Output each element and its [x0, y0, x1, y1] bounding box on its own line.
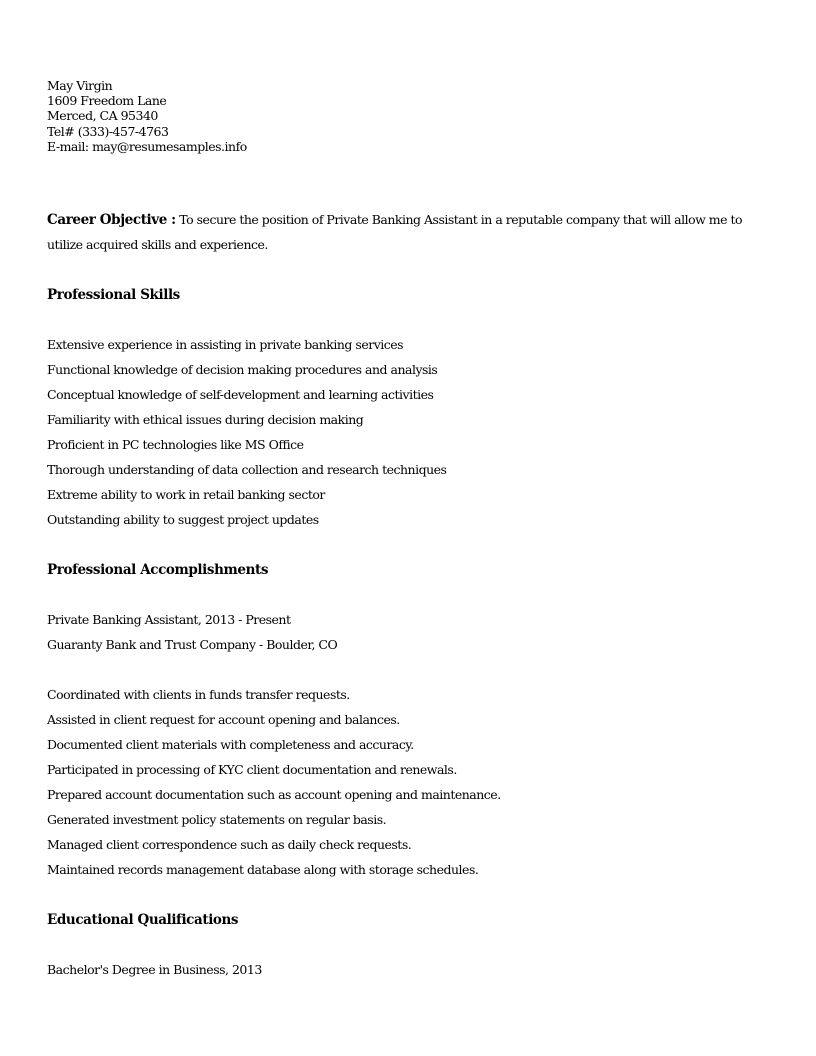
contact-block — [47, 78, 247, 154]
skills-heading: Professional Skills — [47, 287, 180, 303]
skill-item: Extreme ability to work in retail banking sector — [47, 487, 325, 502]
job-title: Private Banking Assistant, 2013 - Present — [47, 612, 291, 627]
accomplishment-item: Prepared account documentation such as account opening and maintenance. — [47, 787, 501, 802]
accomplishment-item: Managed client correspondence such as daily check requests. — [47, 837, 412, 852]
skills-list — [47, 337, 446, 537]
skill-item: Familiarity with ethical issues during decision making — [47, 412, 364, 427]
accomplishment-item: Coordinated with clients in funds transfer requests. — [47, 687, 350, 702]
skill-item: Functional knowledge of decision making procedures and analysis — [47, 362, 438, 377]
skill-item: Outstanding ability to suggest project updates — [47, 512, 319, 527]
skill-item: Thorough understanding of data collection and research techniques — [47, 462, 447, 477]
career-objective-text: To secure the position of Private Banking Assistant in a reputable company that will allow me to — [179, 212, 743, 227]
contact-name: May Virgin — [47, 78, 113, 93]
accomplishment-item: Participated in processing of KYC client documentation and renewals. — [47, 762, 457, 777]
contact-phone: Tel# (333)-457-4763 — [47, 123, 169, 139]
skill-item: Conceptual knowledge of self-development and learning activities — [47, 387, 434, 402]
contact-city: Merced, CA 95340 — [47, 108, 158, 124]
accomplishments-heading: Professional Accomplishments — [47, 562, 269, 578]
education-degree: Bachelor's Degree in Business, 2013 — [47, 962, 262, 977]
skill-item: Proficient in PC technologies like MS Office — [47, 437, 304, 452]
career-objective-line1 — [47, 212, 742, 228]
career-objective-line2: utilize acquired skills and experience. — [47, 237, 268, 252]
accomplishments-list — [47, 687, 501, 887]
contact-street: 1609 Freedom Lane — [47, 93, 167, 109]
career-objective-label: Career Objective : — [47, 212, 176, 228]
accomplishment-item: Generated investment policy statements on regular basis. — [47, 812, 387, 827]
contact-email: E-mail: may@resumesamples.info — [47, 138, 247, 154]
employer: Guaranty Bank and Trust Company - Boulder, CO — [47, 637, 338, 652]
skill-item: Extensive experience in assisting in private banking services — [47, 337, 404, 352]
accomplishment-item: Maintained records management database along with storage schedules. — [47, 862, 479, 877]
education-heading: Educational Qualifications — [47, 912, 239, 928]
accomplishment-item: Assisted in client request for account opening and balances. — [47, 712, 400, 727]
accomplishment-item: Documented client materials with completeness and accuracy. — [47, 737, 414, 752]
